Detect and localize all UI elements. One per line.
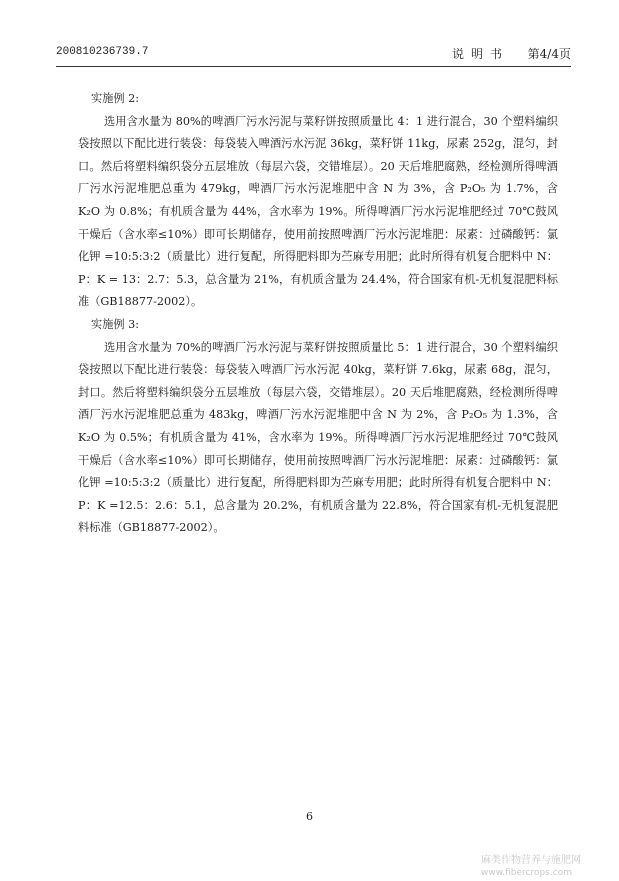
example-heading: 实施例 2: [91,92,140,105]
page-counter: 第4/4页 [527,47,571,61]
site-watermark [481,855,613,879]
example-heading: 实施例 3: [91,317,140,331]
example-paragraph: 选用含水量为 70%的啤酒厂污水污泥与菜籽饼按照质量比 5：1 进行混合，30 个塑料编织袋按照以下配比进行装袋：每袋装入啤酒厂污水污泥 40kg，菜籽饼 7.6kg，尿素 68g，混匀，封口。然后将塑料编织袋分五层堆放（每层六袋，交错堆层）。20 天后堆肥腐熟，经检测所得啤酒厂污水污泥堆肥总重为 483kg，啤酒厂污水污泥堆肥中含 N 为 2%，含 P₂O₅ 为 1.3%，含 K₂O 为 0.5%；有机质含量为 41%，含水率为 19%。所得啤酒厂污水污泥堆肥经过 70℃鼓风干燥后（含水率≤10%）即可长期储存，使用前按照啤酒厂污水污泥堆肥：尿素：过磷酸钙：氯化钾 =10:5:3:2（质量比）进行复配，所得肥料即为苎麻专用肥；此时所得有机复合肥料中 N：P：K =12.5：2.6：5.1，总含量为 20.2%，有机质含量为 22.8%，符合国家有机-无机复混肥料标准（GB18877-2002）。 [78,340,558,535]
document-body [78,88,558,540]
example-paragraph: 选用含水量为 80%的啤酒厂污水污泥与菜籽饼按照质量比 4：1 进行混合，30 个塑料编织袋按照以下配比进行装袋：每袋装入啤酒污水污泥 36kg，菜籽饼 11kg，尿素 252g，混匀，封口。然后将塑料编织袋分五层堆放（每层六袋，交错堆层）。20 天后堆肥腐熟，经检测所得啤酒厂污水污泥堆肥总重为 479kg，啤酒厂污水污泥堆肥中含 N 为 3%，含 P₂O₅ 为 1.7%，含 K₂O 为 0.8%；有机质含量为 44%，含水率为 19%。所得啤酒厂污水污泥堆肥经过 70℃鼓风干燥后（含水率≤10%）即可长期储存，使用前按照啤酒厂污水污泥堆肥：尿素：过磷酸钙：氯化钾 =10:5:3:2（质量比）进行复配，所得肥料即为苎麻专用肥；此时所得有机复合肥料中 N：P：K = 13：2.7：5.3，总含量为 21%，有机质含量为 24.4%，符合国家有机-无机复混肥料标准（GB18877-2002）。 [78,114,558,309]
example-section [78,88,558,314]
page-header [56,44,571,62]
application-number: 200810236739.7 [56,46,149,58]
page-number: 6 [306,810,313,823]
header-divider [56,66,571,67]
watermark-name: 麻类作物营养与施肥网 [481,855,581,866]
document-type-label: 说明书 [451,47,509,61]
example-section [78,314,558,540]
watermark-url: www.fibercrops.com [481,868,572,878]
